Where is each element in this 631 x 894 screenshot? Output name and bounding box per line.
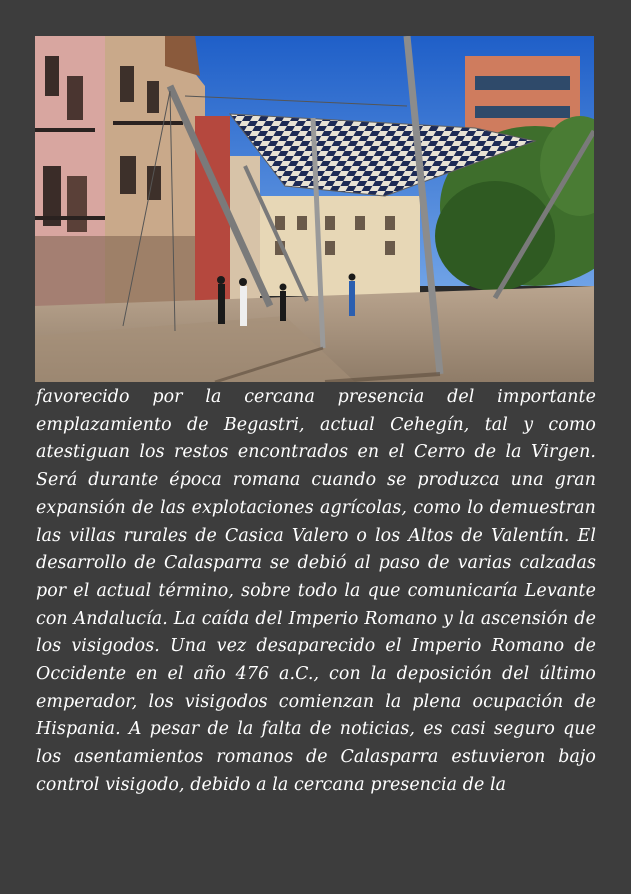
- body-paragraph: favorecido por la cercana presencia del importante emplazamiento de Begastri, actual Cehegín, tal y como atestiguan los restos encontrados en el Cerro de la Virgen. Será durante época romana cuando se produzca una gran expansión de las explotaciones agrícolas, como lo demuestran las villas rurales de Casica Valero o los Altos de Valentín. El desarrollo de Calasparra se debió al paso de varias calzadas por el actual término, sobre todo la que comunicaría Levante con Andalucía. La caída del Imperio Romano y la ascensión de los visigodos. Una vez desaparecido el Imperio Romano de Occidente en el año 476 a.C., con la deposición del último emperador, los visigodos comienzan la plena ocupación de Hispania. A pesar de la falta de noticias, es casi seguro que los asentamientos romanos de Calasparra estuvieron bajo control visigodo, debido a la cercana presencia de la: [36, 387, 596, 795]
- plaza-photo: [35, 36, 594, 382]
- plaza-photo-illustration: [35, 36, 594, 382]
